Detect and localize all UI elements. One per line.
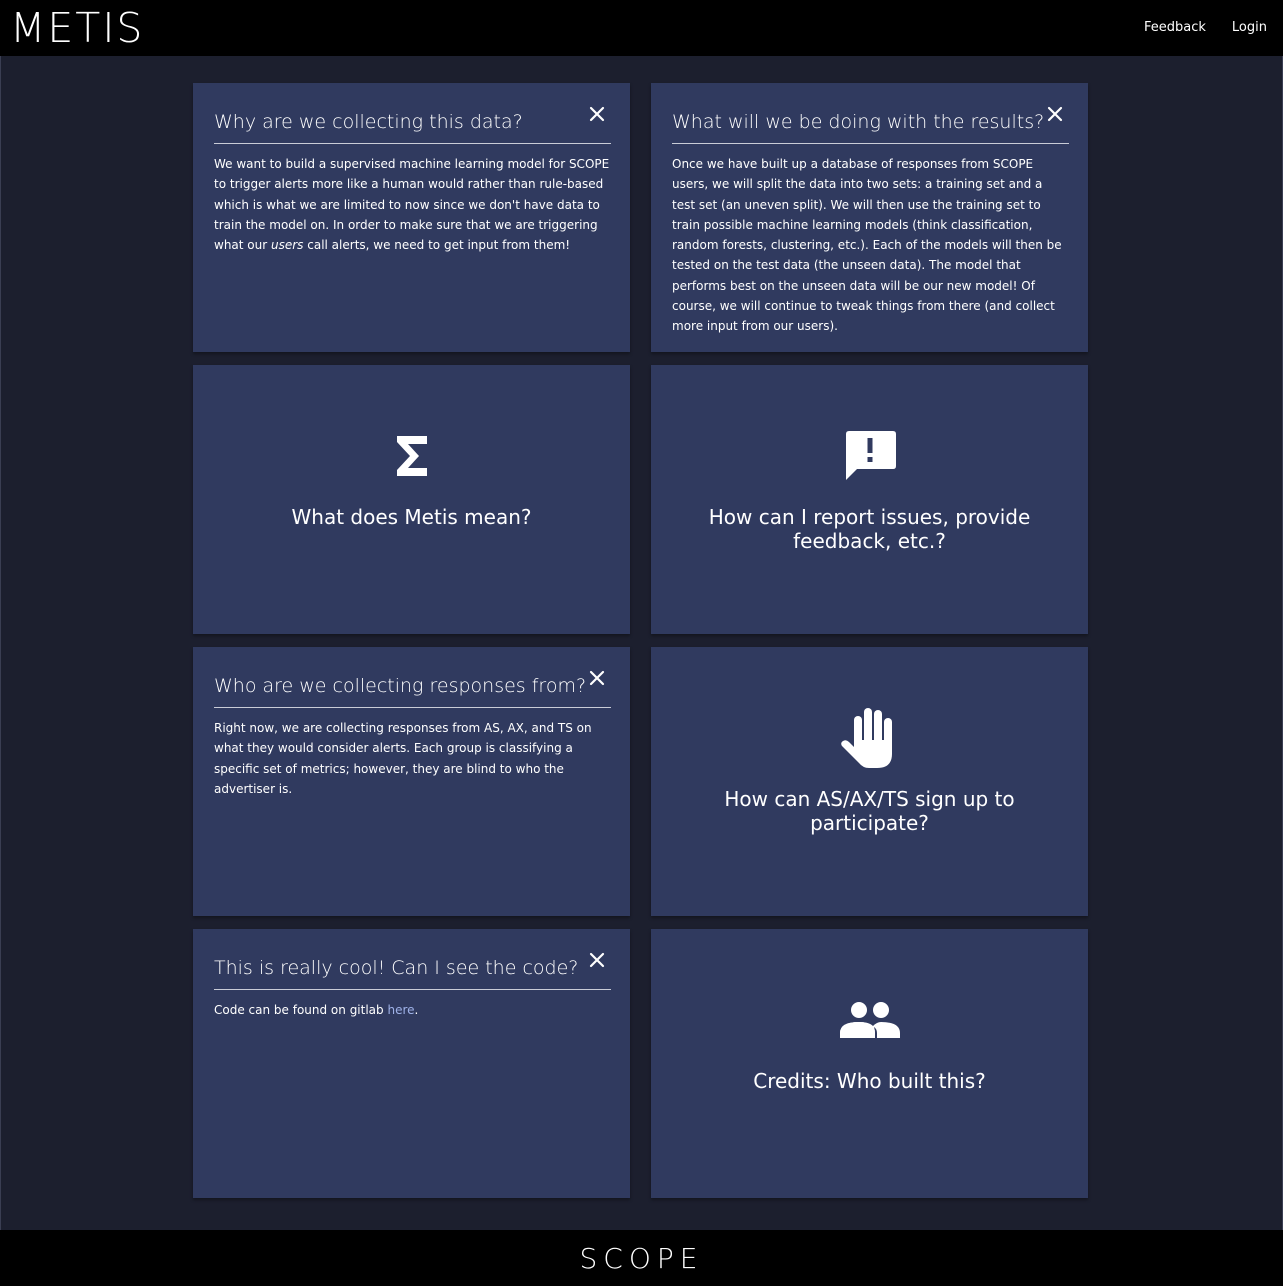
faq-card-results — [651, 83, 1088, 352]
people-icon — [839, 991, 901, 1049]
faq-card-metis-meaning[interactable] — [193, 365, 630, 634]
card-body: Once we have built up a database of responses from SCOPE users, we will split the data into two sets: a training set and a test set (an uneven split). We will then use the training set to train possible machine learning models (think classification, random forests, clustering, etc.). Each of the models will then be tested on the test data (the unseen data). The model that performs best on the unseen data will be our new model! Of course, we will continue to tweak things from there (and collect more input from our users). — [672, 157, 1062, 334]
card-label: How can I report issues, provide feedback, etc.? — [708, 505, 1031, 553]
feedback-link[interactable]: Feedback — [1144, 20, 1206, 35]
card-label: How can AS/AX/TS sign up to participate? — [724, 787, 1015, 835]
close-icon[interactable] — [586, 103, 608, 125]
card-title: Why are we collecting this data? — [214, 107, 611, 144]
sigma-icon — [395, 427, 429, 485]
close-icon[interactable] — [586, 667, 608, 689]
card-body-emphasis: users — [271, 238, 304, 253]
card-body-text-end: . — [414, 1003, 419, 1017]
faq-card-see-code — [193, 929, 630, 1198]
gitlab-link[interactable]: here — [387, 1003, 415, 1017]
card-label: What does Metis mean? — [291, 505, 532, 529]
metis-logo[interactable]: METIS — [10, 4, 145, 52]
raised-hand-icon — [839, 709, 901, 767]
top-bar — [0, 0, 1283, 56]
close-icon[interactable] — [1044, 103, 1066, 125]
faq-grid — [193, 83, 1088, 1198]
close-icon[interactable] — [586, 949, 608, 971]
card-title: What will we be doing with the results? — [672, 107, 1069, 144]
top-nav — [1144, 20, 1267, 35]
faq-card-sign-up[interactable] — [651, 647, 1088, 916]
faq-card-credits[interactable] — [651, 929, 1088, 1198]
card-body — [214, 1000, 611, 1020]
footer — [0, 1230, 1283, 1286]
login-link[interactable]: Login — [1231, 20, 1267, 35]
card-body-text-end: call alerts, we need to get input from them! — [303, 238, 571, 253]
card-body — [214, 154, 611, 255]
faq-card-who-responses — [193, 647, 630, 916]
card-body: Right now, we are collecting responses from AS, AX, and TS on what they would consider alerts. Each group is classifying a specific set of metrics; however, they are blind to who the advertiser is. — [214, 721, 592, 796]
card-label: Credits: Who built this? — [753, 1069, 986, 1093]
feedback-icon — [843, 427, 897, 485]
card-body-text: Code can be found on gitlab — [214, 1003, 388, 1017]
faq-card-report-issues[interactable] — [651, 365, 1088, 634]
card-title: This is really cool! Can I see the code? — [214, 953, 611, 990]
card-title: Who are we collecting responses from? — [214, 671, 611, 708]
scope-logo: SCOPE — [579, 1241, 704, 1275]
faq-card-why-collecting — [193, 83, 630, 352]
card-body-text: We want to build a supervised machine learning model for SCOPE to trigger alerts more like a human would rather than rule-based which is what we are limited to now since we don't have data to train the model on. In order to make sure that we are triggering what our — [214, 157, 610, 253]
